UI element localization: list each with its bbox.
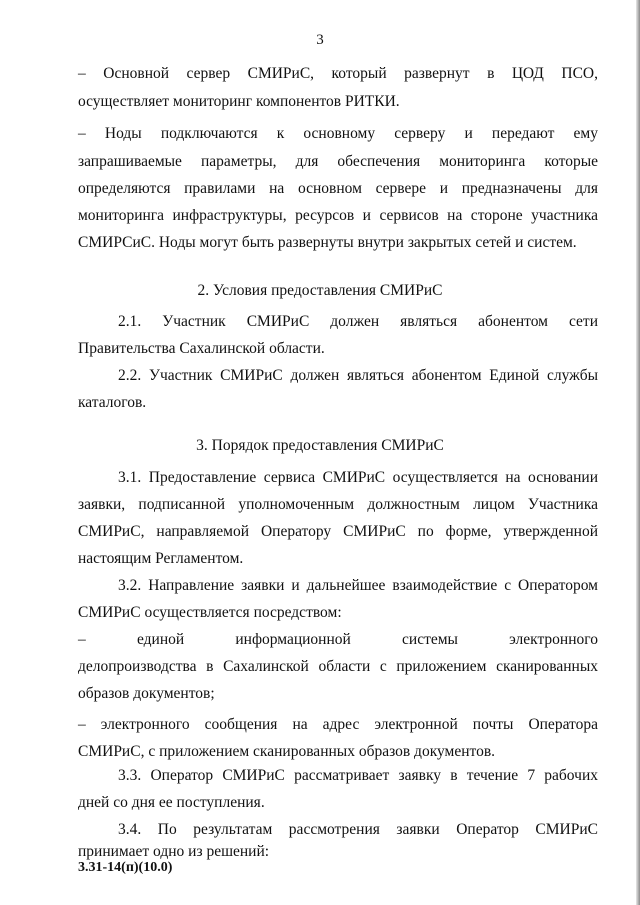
paragraph-line: запрашиваемые параметры, для обеспечения мониторинга которые xyxy=(78,153,598,170)
paragraph-line: каталогов. xyxy=(78,394,147,411)
paragraph-line: осуществляет мониторинг компонентов РИТКИ. xyxy=(78,93,400,110)
section-2-heading: 2. Условия предоставления СМИРиС xyxy=(197,282,443,299)
bullet-line: СМИРиС, с приложением сканированных образов документов. xyxy=(78,743,496,760)
paragraph-line: 3.1. Предоставление сервиса СМИРиС осуществляется на основании xyxy=(118,469,598,486)
paragraph-line: 3.2. Направление заявки и дальнейшее взаимодействие с Оператором xyxy=(118,577,598,594)
paragraph-line: 2.2. Участник СМИРиС должен являться абонентом Единой службы xyxy=(118,367,598,384)
paragraph-line: – Основной сервер СМИРиС, который развернут в ЦОД ПСО, xyxy=(78,65,598,82)
bullet-line: делопроизводства в Сахалинской области с приложением сканированных xyxy=(78,658,598,675)
paragraph-line: СМИРиС осуществляется посредством: xyxy=(78,604,342,621)
paragraph-line: 3.4. По результатам рассмотрения заявки Оператор СМИРиС xyxy=(118,821,598,838)
paragraph-line: дней со дня ее поступления. xyxy=(78,794,265,811)
bullet-line: образов документов; xyxy=(78,685,215,702)
scan-edge-shadow xyxy=(636,0,640,905)
page-number: 3 xyxy=(316,32,324,48)
paragraph-line: мониторинга инфраструктуры, ресурсов и сервисов на стороне участника xyxy=(78,207,598,224)
paragraph-line: 3.3. Оператор СМИРиС рассматривает заявку в течение 7 рабочих xyxy=(118,767,598,784)
paragraph-line: заявки, подписанной уполномоченным должностным лицом Участника xyxy=(78,496,598,513)
bullet-line: – единой информационной системы электронного xyxy=(78,631,598,648)
paragraph-line: Правительства Сахалинской области. xyxy=(78,340,325,357)
paragraph-line: 2.1. Участник СМИРиС должен являться абонентом сети xyxy=(118,313,598,330)
paragraph-line: определяются правилами на основном сервере и предназначены для xyxy=(78,180,598,197)
paragraph-line: принимает одно из решений: xyxy=(78,843,270,860)
paragraph-line: – Ноды подключаются к основному серверу и передают ему xyxy=(78,125,598,142)
section-3-heading: 3. Порядок предоставления СМИРиС xyxy=(196,437,444,454)
paragraph-line: СМИРСиС. Ноды могут быть развернуты внутри закрытых сетей и систем. xyxy=(78,234,577,251)
document-code-footer: 3.31-14(п)(10.0) xyxy=(78,860,173,875)
paragraph-line: настоящим Регламентом. xyxy=(78,550,244,567)
paragraph-line: СМИРиС, направляемой Оператору СМИРиС по форме, утвержденной xyxy=(78,523,598,540)
bullet-line: – электронного сообщения на адрес электронной почты Оператора xyxy=(78,716,598,733)
